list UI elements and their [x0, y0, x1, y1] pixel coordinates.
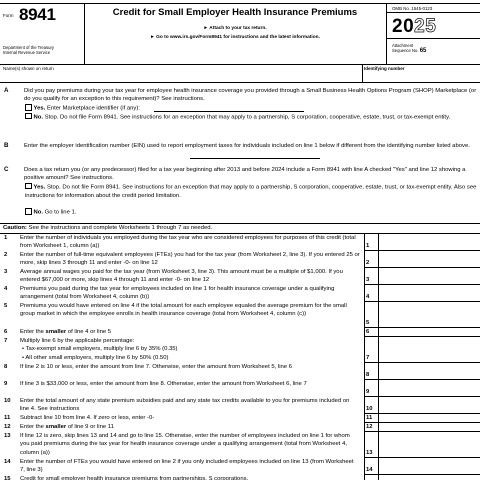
omb-block [386, 4, 476, 66]
line-number: 11 [4, 415, 11, 421]
question-b-text: Enter the employer identification number (EIN) used to report employment taxes for individuals included on line 1 below if different from the identifying number listed above. [24, 143, 470, 149]
line-text [20, 328, 360, 336]
line-box-number: 11 [366, 415, 373, 421]
question-a [4, 87, 480, 143]
line-number: 14 [4, 459, 11, 465]
line-text [20, 458, 360, 475]
name-id-divider [362, 65, 363, 82]
year-rule [386, 38, 480, 39]
omb-rule [386, 12, 480, 13]
form-title: Credit for Small Employer Health Insurance Premiums [112, 7, 358, 18]
line-description: Multiply line 6 by the applicable percentage: [20, 338, 135, 344]
tax-year [392, 16, 436, 38]
name-label: Name(s) shown on return [3, 66, 54, 71]
line-description: If line 2 is 10 or less, enter the amount from line 7. Otherwise, enter the amount from Worksheet 5, line 6 [20, 364, 292, 370]
goto-instruction: ► Go to www.irs.gov/Form8941 for instructions and the latest information. [150, 35, 320, 40]
ein-entry-line[interactable] [190, 158, 320, 159]
line-amount-field[interactable] [378, 475, 478, 480]
line-description: If line 3 is $33,000 or less, enter the amount from line 8. Otherwise, enter the amount from Worksheet 6, line 7 [20, 381, 307, 387]
attach-text: Attach to your tax return. [209, 26, 267, 31]
goto-text: Go to www.irs.gov/Form8941 for instructions and the latest information. [156, 35, 320, 40]
line-2 [0, 251, 480, 268]
line-description: If line 12 is zero, skip lines 13 and 14 and go to line 15. Otherwise, enter the number of employees included on line 1 for whom you paid premiums during the tax year for health insurance coverage under a qualifying arrangement (total from Worksheet 4, column (a)) [20, 433, 350, 456]
line-text [20, 251, 360, 268]
question-a-no-label: No. [33, 114, 43, 120]
line-number: 5 [4, 303, 8, 309]
line-text [20, 337, 360, 362]
form-id-block [3, 4, 85, 66]
line-text [20, 397, 360, 414]
caution-note [3, 225, 212, 231]
line-sub-item: • Tax-exempt small employers, multiply line 6 by 35% (0.35) [22, 346, 178, 353]
line-12 [0, 423, 480, 432]
question-a-yes-label: Yes. [33, 105, 46, 112]
line-5 [0, 302, 480, 328]
question-b-letter: B [4, 142, 9, 149]
question-a-no [25, 113, 480, 122]
attach-instruction: ► Attach to your tax return. [203, 26, 267, 31]
line-text [20, 432, 360, 457]
caution-text: See the instructions and complete Worksheets 1 through 7 as needed. [28, 225, 213, 231]
line-1 [0, 234, 480, 251]
line-box-number: 13 [366, 450, 373, 456]
line-11 [0, 414, 480, 423]
question-c [4, 166, 480, 224]
question-c-letter: C [4, 166, 9, 173]
line-amount-field[interactable] [378, 380, 478, 397]
line-box-number: 1 [366, 243, 370, 249]
line-box-number: 2 [366, 260, 370, 266]
question-c-yes [25, 183, 480, 200]
line-description: Subtract line 10 from line 4. If zero or less, enter -0- [20, 415, 155, 421]
line-number: 6 [4, 329, 8, 335]
line-text [20, 475, 360, 480]
line-number: 1 [4, 235, 8, 241]
question-a-letter: A [4, 87, 9, 94]
line-number: 4 [4, 286, 8, 292]
sequence-label-wrap [392, 48, 426, 54]
line-text [20, 302, 360, 319]
line-amount-field[interactable] [378, 363, 478, 380]
line-box-number: 10 [366, 406, 373, 412]
omb-number: OMB No. 1545-0123 [392, 6, 433, 11]
question-a-no-text: Stop. Do not file Form 8941. See instructions for an exception that may apply to a partnership, S corporation, cooperative, estate, trust, or tax-exempt entity. [44, 114, 451, 120]
line-amount-field[interactable] [378, 337, 478, 363]
line-box-number: 8 [366, 372, 370, 378]
line-description: Premiums you paid during the tax year for employees included on line 1 for health insurance coverage under a qualifying arrangement (total from Worksheet 4, column (b)) [20, 286, 335, 301]
caution-label: Caution: [3, 225, 27, 231]
line-description: Enter the number of FTEs you would have entered on line 2 if you only included employees included on line 13 (from Worksheet 7, line 3) [20, 459, 354, 474]
question-a-yes-text: Enter Marketplace identifier (if any): [46, 105, 140, 112]
line-number: 3 [4, 269, 8, 275]
line-description: Enter the number of individuals you employed during the tax year who are considered employees for purposes of this credit (total from Worksheet 1, column (a)) [20, 235, 356, 250]
line-9 [0, 380, 480, 397]
line-box-number: 7 [366, 355, 370, 361]
title-block [85, 4, 385, 64]
line-number: 8 [4, 364, 8, 370]
question-a-no-checkbox[interactable] [25, 113, 32, 120]
line-7 [0, 337, 480, 363]
attachment-label: Attachment [392, 43, 414, 48]
year-prefix: 20 [392, 16, 415, 37]
line-amount-field[interactable] [378, 432, 478, 458]
line-number: 9 [4, 381, 8, 387]
line-number: 2 [4, 252, 8, 258]
line-amount-field[interactable] [378, 234, 478, 251]
question-b [4, 142, 480, 162]
form-number: 8941 [19, 5, 56, 24]
line-15 [0, 475, 480, 480]
line-4 [0, 285, 480, 302]
line-number: 7 [4, 338, 8, 344]
line-amount-field[interactable] [378, 302, 478, 328]
question-c-no-checkbox[interactable] [25, 208, 32, 215]
line-text [20, 423, 360, 431]
attachment-sequence [392, 43, 426, 54]
line-text [20, 234, 360, 251]
line-text [20, 268, 360, 285]
line-amount-field[interactable] [378, 285, 478, 302]
line-number: 13 [4, 433, 11, 439]
line-description: Premiums you would have entered on line 4 if the total amount for each employee equaled the average premium for the small group market in which the employee enrolls in health insurance coverage (total from Worksheet 4, column (c)) [20, 303, 347, 318]
line-8 [0, 363, 480, 380]
line-3 [0, 268, 480, 285]
line-amount-field[interactable] [378, 268, 478, 285]
line-14 [0, 458, 480, 475]
line-description: Average annual wages you paid for the tax year (from Worksheet 3, line 3). This amount must be a multiple of $1,000. If you entered $67,000 or more, skip lines 4 through 11 and enter -0- on line 12 [20, 269, 343, 284]
top-rule [0, 3, 480, 4]
line-box-number: 4 [366, 294, 370, 300]
question-c-yes-label: Yes. [33, 184, 46, 191]
question-a-yes-checkbox[interactable] [25, 104, 32, 111]
name-bottom-rule [0, 82, 480, 83]
line-10 [0, 397, 480, 414]
question-c-no-label: No. [33, 209, 43, 216]
line-amount-field[interactable] [378, 251, 478, 268]
line-13 [0, 432, 480, 458]
question-a-text: Did you pay premiums during your tax year for employee health insurance coverage you provided through a Small Business Health Options Program (SHOP) Marketplace (or do you qualify for an exception to this requirement)? See instructions. [24, 88, 477, 103]
department-line-1: Department of the Treasury [3, 45, 54, 50]
line-number: 15 [4, 476, 11, 480]
line-description: Enter the total amount of any state premium subsidies paid and any state tax credits available to you for premiums included on line 4. See instructions [20, 398, 350, 413]
line-description: Enter the number of full-time equivalent employees (FTEs) you had for the tax year (from Worksheet 2, line 3). If you entered 25 or more, skip lines 3 through 11 and enter -0- on line 12 [20, 252, 360, 267]
question-c-yes-checkbox[interactable] [25, 183, 32, 190]
sequence-label: Sequence No. [392, 48, 419, 53]
question-c-text: Does a tax return you (or any predecessor) filed for a tax year beginning after 2013 and before 2024 include a Form 8941 with line A checked "Yes" and line 12 showing a positive amount? See instructions. [24, 167, 466, 182]
line-text [20, 414, 360, 422]
line-text [20, 363, 360, 371]
line-box-number: 14 [366, 467, 373, 473]
department-label [3, 45, 54, 55]
line-amount-field[interactable] [378, 397, 478, 414]
line-description: Credit for small employer health insurance premiums from partnerships, S corporations, [20, 476, 249, 480]
line-box-number: 3 [366, 277, 370, 283]
line-sub-item: • All other small employers, multiply line 6 by 50% (0.50) [22, 354, 169, 361]
line-description: Enter the smaller of line 4 or line 5 [20, 329, 112, 335]
sequence-number: 65 [419, 48, 427, 54]
line-text [20, 380, 360, 388]
marketplace-id-line[interactable] [154, 111, 304, 112]
line-amount-field[interactable] [378, 458, 478, 475]
line-number: 10 [4, 398, 11, 404]
line-6 [0, 328, 480, 337]
line-box-number: 12 [366, 424, 373, 430]
department-line-2: Internal Revenue Service [3, 50, 51, 56]
header-divider-left [84, 3, 85, 65]
question-c-no-text: Go to line 1. [44, 209, 77, 216]
line-number: 12 [4, 424, 11, 430]
identifying-number-label: Identifying number [364, 66, 405, 71]
header-bottom-rule [0, 64, 480, 65]
line-box-number: 9 [366, 389, 370, 395]
line-description: Enter the smaller of line 9 or line 11 [20, 424, 114, 430]
line-box-number: 5 [366, 320, 370, 326]
line-box-number: 6 [366, 329, 370, 335]
question-c-yes-text: Stop. Do not file Form 8941. See instructions for an exception that may apply to a partnership, S corporation, cooperative, estate, trust, or tax-exempt entity. Also see instructions for information about the credit period limitation. [25, 184, 477, 199]
year-suffix: 25 [414, 16, 437, 37]
form-word: Form [3, 13, 14, 18]
question-c-no [25, 208, 480, 217]
line-text [20, 285, 360, 302]
